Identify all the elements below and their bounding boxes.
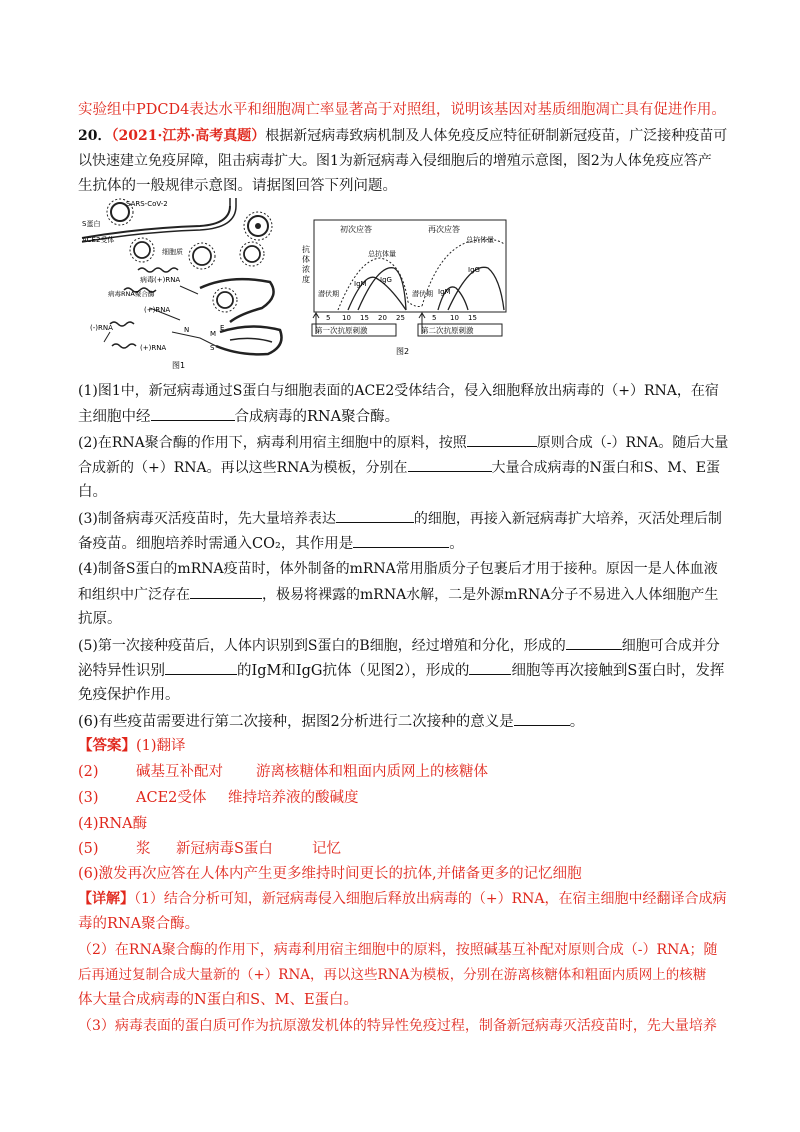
answer-line2	[78, 762, 728, 782]
q1-line2	[78, 406, 728, 427]
q6-line1	[78, 711, 728, 732]
q2-line3: 白。	[78, 484, 107, 500]
q2-answer-blank-1[interactable]	[467, 432, 537, 447]
label-total-antibody-2: 总抗体量	[466, 236, 494, 244]
answer-3-part1: ACE2受体	[136, 790, 207, 806]
answer-5-part3: 记忆	[312, 841, 341, 857]
q5-text: 细胞可合成并分	[621, 638, 720, 654]
intro-text: 实验组中PDCD4表达水平和细胞凋亡率显著高于对照组，说明该基因对基质细胞凋亡具有促进作用。	[78, 102, 726, 118]
tick-label: 10	[342, 314, 351, 322]
q3-answer-blank-1[interactable]	[336, 508, 414, 523]
label-s-protein: S蛋白	[82, 220, 101, 228]
question-stem-line1	[78, 126, 728, 146]
q5-line1	[78, 635, 728, 656]
q6-answer-blank[interactable]	[514, 711, 570, 726]
label-rna-polymerase: 病毒RNA聚合酶	[108, 290, 155, 298]
q6-text: 。	[569, 714, 585, 730]
virus-particle	[213, 288, 237, 312]
label-second-stim: 第二次抗原刺激	[421, 326, 474, 335]
q5-text: 的IgM和IgG抗体（见图2），形成的	[237, 663, 470, 679]
q5-text: 细胞等再次接触到S蛋白时，发挥	[511, 663, 725, 679]
total-curve-1	[338, 258, 422, 310]
q5-line3: 免疫保护作用。	[78, 687, 180, 703]
label-virus-rna: 病毒(+)RNA	[140, 276, 181, 284]
q4-answer-blank[interactable]	[190, 584, 262, 599]
analysis-line4: 后再通过复制合成大量新的（+）RNA，再以这些RNA为模板，分别在游离核糖体和粗面内质网上的核糖	[78, 967, 707, 983]
label-latent-2: 潜伏期	[412, 290, 433, 298]
q4-text: 和组织中广泛存在	[78, 587, 190, 603]
figure-1-diagram	[80, 196, 292, 372]
analysis-line5: 体大量合成病毒的N蛋白和S、M、E蛋白。	[78, 992, 359, 1008]
question-number: 20．	[78, 128, 112, 144]
q1-text: 合成病毒的RNA聚合酶。	[234, 409, 400, 425]
answer-2-part1: 碱基互补配对	[136, 764, 223, 780]
y-axis-char: 浓	[302, 265, 310, 274]
answer-1: (1)翻译	[136, 738, 186, 754]
answer-tag: 【答案】	[78, 737, 136, 754]
q5-answer-blank-2[interactable]	[165, 660, 237, 675]
q4-line1: (4)制备S蛋白的mRNA疫苗时，体外制备的mRNA常用脂质分子包裹后才用于接种。原因一是人体血液	[78, 561, 718, 577]
figure-1	[80, 196, 292, 372]
figure-2-caption: 图2	[396, 347, 410, 356]
question-stem-line3: 生抗体的一般规律示意图。请据图回答下列问题。	[78, 178, 397, 194]
q3-text: 的细胞，再接入新冠病毒扩大培养，灭活处理后制	[413, 511, 722, 527]
q5-line2	[78, 660, 728, 681]
label-sars: SARS-CoV-2	[126, 200, 168, 208]
label-minus-rna: (-)RNA	[90, 324, 113, 332]
question-source: （2021·江苏·高考真题）	[111, 128, 266, 144]
label-n: N	[184, 326, 190, 334]
answer-line4: (4)RNA酶	[78, 816, 148, 832]
question-stem-line2: 以快速建立免疫屏障，阻击病毒扩大。图1为新冠病毒入侵细胞后的增殖示意图，图2为人体免疫应答产	[78, 153, 712, 169]
label-igg-1: IgG	[380, 276, 392, 284]
x-ticks-first	[326, 314, 405, 322]
label-plus-rna-1: (+)RNA	[144, 306, 171, 314]
answer-line3	[78, 788, 728, 808]
q1-answer-blank[interactable]	[151, 406, 235, 421]
answer-2-part2: 游离核糖体和粗面内质网上的核糖体	[256, 764, 488, 780]
analysis-tag: 【详解】	[78, 891, 134, 907]
igg-curve-1	[358, 268, 406, 310]
tick-label: 5	[432, 314, 437, 322]
q4-line2	[78, 584, 728, 605]
label-igm-1: IgM	[354, 280, 367, 288]
q3-text: 备疫苗。细胞培养时需通入CO₂，其作用是	[78, 536, 354, 552]
label-first-stim: 第一次抗原刺激	[315, 326, 368, 335]
x-ticks-second	[432, 314, 477, 322]
y-axis-char: 度	[302, 275, 310, 284]
y-axis-char: 体	[302, 255, 310, 264]
q4-line3: 抗原。	[78, 611, 122, 627]
figure-2-chart	[298, 212, 512, 362]
q2-line2	[78, 457, 728, 478]
label-igg-2: IgG	[468, 266, 480, 274]
label-m: M	[210, 330, 217, 338]
q5-answer-blank-3[interactable]	[469, 660, 511, 675]
figure-2	[298, 212, 512, 362]
tick-label: 15	[360, 314, 369, 322]
virus-particle	[244, 212, 272, 240]
answer-line1	[78, 736, 728, 756]
label-cytoplasm: 细胞质	[162, 248, 183, 256]
q4-text: ，极易将裸露的mRNA水解，二是外源mRNA分子不易进入人体细胞产生	[262, 587, 719, 603]
analysis-line6: （3）病毒表面的蛋白质可作为抗原激发机体的特异性免疫过程，制备新冠病毒灭活疫苗时，先大量培养	[78, 1018, 717, 1034]
q2-text: 大量合成病毒的N蛋白和S、M、E蛋	[491, 460, 720, 476]
label-secondary: 再次应答	[428, 225, 460, 234]
answer-5-part1: 浆	[136, 841, 151, 857]
answer-3-number: (3)	[78, 790, 99, 806]
label-s: S	[210, 344, 215, 352]
answer-3-part2: 维持培养液的酸碱度	[228, 790, 359, 806]
analysis-line3: （2）在RNA聚合酶的作用下，病毒利用宿主细胞中的原料，按照碱基互补配对原则合成（-）RNA；随	[78, 942, 718, 958]
answer-5-part2: 新冠病毒S蛋白	[176, 841, 273, 857]
answer-line5	[78, 839, 728, 859]
virus-particle	[130, 238, 154, 262]
q1-text: 主细胞中经	[78, 409, 151, 425]
q2-line1	[78, 432, 728, 453]
answer-5-number: (5)	[78, 841, 99, 857]
analysis-text: （1）结合分析可知，新冠病毒侵入细胞后释放出病毒的（+）RNA，在宿主细胞中经翻译合成病	[134, 891, 727, 907]
label-primary: 初次应答	[340, 225, 372, 234]
q5-text: 泌特异性识别	[78, 663, 165, 679]
q2-text: (2)在RNA聚合酶的作用下，病毒利用宿主细胞中的原料，按照	[78, 435, 467, 451]
q3-answer-blank-2[interactable]	[353, 533, 449, 548]
q6-text: (6)有些疫苗需要进行第二次接种，据图2分析进行二次接种的意义是	[78, 714, 514, 730]
analysis-line2: 毒的RNA聚合酶。	[78, 916, 200, 932]
q5-answer-blank-1[interactable]	[566, 635, 622, 650]
q2-text: 合成新的（+）RNA。再以这些RNA为模板，分别在	[78, 460, 408, 476]
q1-line1: (1)图1中，新冠病毒通过S蛋白与细胞表面的ACE2受体结合，侵入细胞释放出病毒的（+）RNA，在宿	[78, 383, 719, 399]
virus-particle	[240, 242, 264, 266]
label-total-antibody-1: 总抗体量	[368, 250, 396, 258]
virus-particle	[189, 243, 215, 269]
q5-text: (5)第一次接种疫苗后，人体内识别到S蛋白的B细胞，经过增殖和分化，形成的	[78, 638, 566, 654]
q2-answer-blank-2[interactable]	[408, 457, 492, 472]
tick-label: 25	[396, 314, 405, 322]
q3-text: 。	[449, 536, 464, 552]
label-plus-rna-2: (+)RNA	[140, 344, 167, 352]
analysis-line1	[78, 889, 728, 909]
label-igm-2: IgM	[438, 288, 451, 296]
tick-label: 10	[450, 314, 459, 322]
y-axis-char: 抗	[302, 245, 310, 254]
tick-label: 20	[378, 314, 387, 322]
q3-text: (3)制备病毒灭活疫苗时，先大量培养表达	[78, 511, 336, 527]
label-ace2: ACE2受体	[82, 236, 115, 244]
tick-label: 5	[326, 314, 331, 322]
label-e: E	[220, 324, 225, 332]
stem-text-1: 根据新冠病毒致病机制及人体免疫反应特征研制新冠疫苗，广泛接种疫苗可	[265, 128, 728, 144]
q3-line2	[78, 533, 728, 554]
q3-line1	[78, 508, 728, 529]
answer-2-number: (2)	[78, 764, 99, 780]
tick-label: 15	[468, 314, 477, 322]
answer-line6: (6)激发再次应答在人体内产生更多维持时间更长的抗体,并储备更多的记忆细胞	[78, 866, 582, 882]
figure-1-caption: 图1	[172, 361, 186, 370]
label-latent-1: 潜伏期	[318, 290, 339, 298]
q2-text: 原则合成（-）RNA。随后大量	[536, 435, 729, 451]
